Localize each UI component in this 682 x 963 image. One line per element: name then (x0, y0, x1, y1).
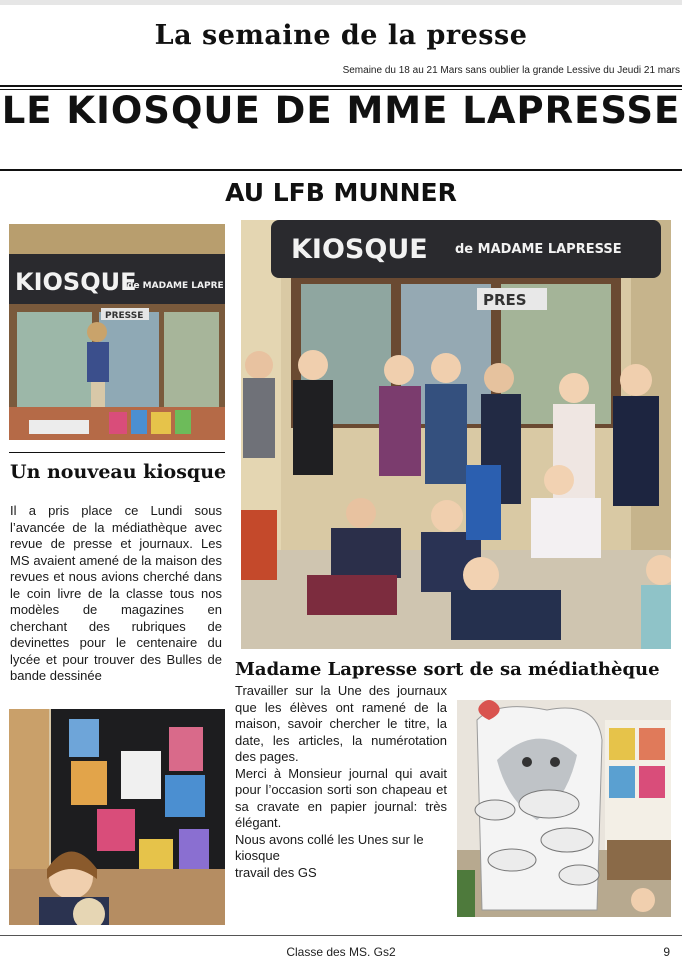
top-edge (0, 0, 682, 5)
kiosk-photo-small (9, 224, 225, 440)
subheadline: AU LFB MUNNER (225, 178, 457, 207)
class-photo-main (241, 220, 671, 649)
magazine-board-photo (9, 709, 225, 925)
section1-body: Il a pris place ce Lundi sous l’avancée de la médiathèque avec revue de presse et journaux. Les MS avaient amené de la maison des revues et nous avions cherché dans le coin livre de la classe tous nos modèles de magazines en cherchant des rubriques de devinettes pour le centenaire du lycée et pour trouver des Bulles de bande dessinée (10, 503, 222, 683)
rule-section1 (9, 452, 225, 453)
masthead-title: La semaine de la presse (154, 20, 528, 51)
kiosk-sign-small: de MADAME LAPRE (127, 281, 224, 291)
section2-title: Madame Lapresse sort de sa médiathèque (235, 659, 660, 680)
section2-paragraph: Travailler sur la Une des journaux que les élèves ont ramené de la maison, savoir chercher le titre, la date, les articles, la numérotation des pages. (235, 683, 447, 764)
main-kiosk-sign-small: de MADAME LAPRESSE (455, 242, 622, 257)
section2-paragraph: travail des GS (235, 864, 317, 880)
headline: LE KIOSQUE DE MME LAPRESSE (1, 89, 681, 132)
footer-label: Classe des MS. Gs2 (286, 945, 396, 959)
main-kiosk-window-text: PRES (483, 291, 527, 309)
section2-body (235, 683, 447, 913)
masthead-subline: Semaine du 18 au 21 Mars sans oublier la grande Lessive du Jeudi 21 mars (342, 65, 680, 76)
paper-character-photo (457, 700, 671, 917)
section2-paragraph: Nous avons collé les Unes sur le kiosque (235, 831, 424, 863)
section2-paragraph: Merci à Monsieur journal qui avait pour l’occasion sorti son chapeau et sa cravate en papier journal: très élégant. (235, 765, 447, 830)
page-number: 9 (663, 945, 670, 959)
section1-title: Un nouveau kiosque (10, 461, 227, 483)
rule-top (0, 85, 682, 87)
kiosk-sign-text: KIOSQUE (15, 268, 137, 296)
rule-below-headline (0, 169, 682, 171)
kiosk-window-text: PRESSE (105, 311, 144, 321)
rule-footer (0, 935, 682, 936)
main-kiosk-sign-text: KIOSQUE (291, 234, 428, 265)
